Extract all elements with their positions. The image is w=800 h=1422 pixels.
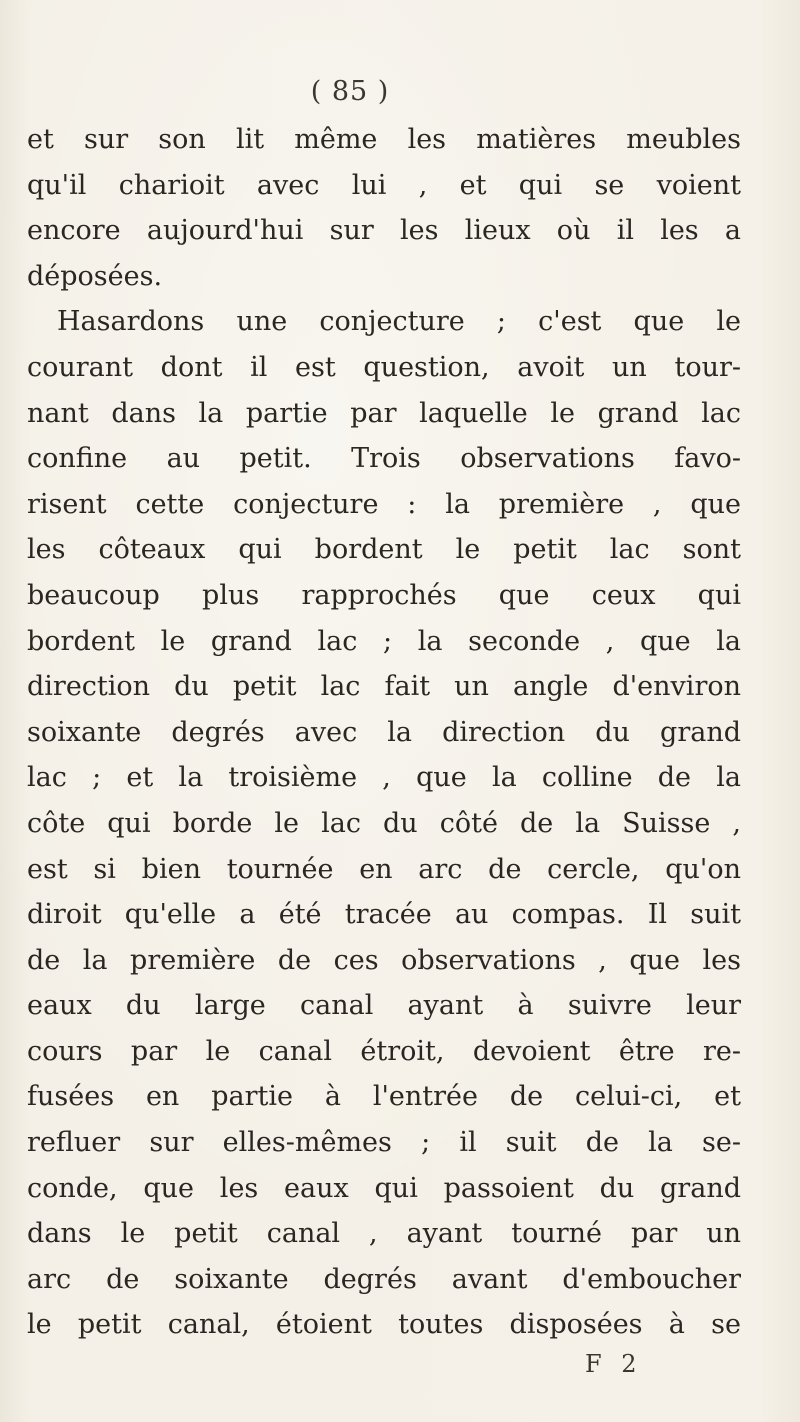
text-line: nant dans la partie par laquelle le grand lac bbox=[27, 397, 741, 429]
text-line: est si bien tournée en arc de cercle, qu'on bbox=[27, 853, 741, 885]
body-text bbox=[27, 117, 741, 1348]
text-line: encore aujourd'hui sur les lieux où il les a bbox=[27, 215, 741, 247]
text-line: lac ; et la troisième , que la colline de la bbox=[27, 762, 741, 794]
text-line: direction du petit lac fait un angle d'environ bbox=[27, 671, 741, 703]
text-line: arc de soixante degrés avant d'emboucher bbox=[27, 1263, 741, 1295]
text-line: beaucoup plus rapprochés que ceux qui bbox=[27, 579, 741, 611]
text-line: cours par le canal étroit, devoient être re- bbox=[27, 1035, 741, 1067]
text-line: refluer sur elles-mêmes ; il suit de la se- bbox=[27, 1127, 741, 1159]
text-line: Hasardons une conjecture ; c'est que le bbox=[57, 306, 741, 338]
text-line: confine au petit. Trois observations favo- bbox=[27, 443, 741, 475]
text-line: de la première de ces observations , que les bbox=[27, 944, 741, 976]
text-line: bordent le grand lac ; la seconde , que la bbox=[27, 625, 741, 657]
text-line: déposées. bbox=[27, 260, 163, 292]
page-number: ( 85 ) bbox=[310, 76, 390, 107]
text-line: le petit canal, étoient toutes disposées à se bbox=[27, 1309, 741, 1341]
text-line: qu'il charioit avec lui , et qui se voient bbox=[27, 169, 741, 201]
text-line: eaux du large canal ayant à suivre leur bbox=[27, 990, 741, 1022]
text-line: risent cette conjecture : la première , que bbox=[27, 488, 741, 520]
text-line: diroit qu'elle a été tracée au compas. Il suit bbox=[27, 899, 741, 931]
text-line: dans le petit canal , ayant tourné par un bbox=[27, 1218, 741, 1250]
text-line: soixante degrés avec la direction du grand bbox=[27, 716, 741, 748]
text-line: conde, que les eaux qui passoient du grand bbox=[27, 1172, 741, 1204]
text-line: fusées en partie à l'entrée de celui-ci, et bbox=[27, 1081, 741, 1113]
text-line: les côteaux qui bordent le petit lac sont bbox=[27, 534, 741, 566]
text-line: et sur son lit même les matières meubles bbox=[27, 124, 741, 155]
text-line: courant dont il est question, avoit un tour- bbox=[27, 351, 741, 383]
signature-mark: F 2 bbox=[585, 1350, 643, 1378]
text-line: côte qui borde le lac du côté de la Suisse , bbox=[27, 807, 741, 839]
